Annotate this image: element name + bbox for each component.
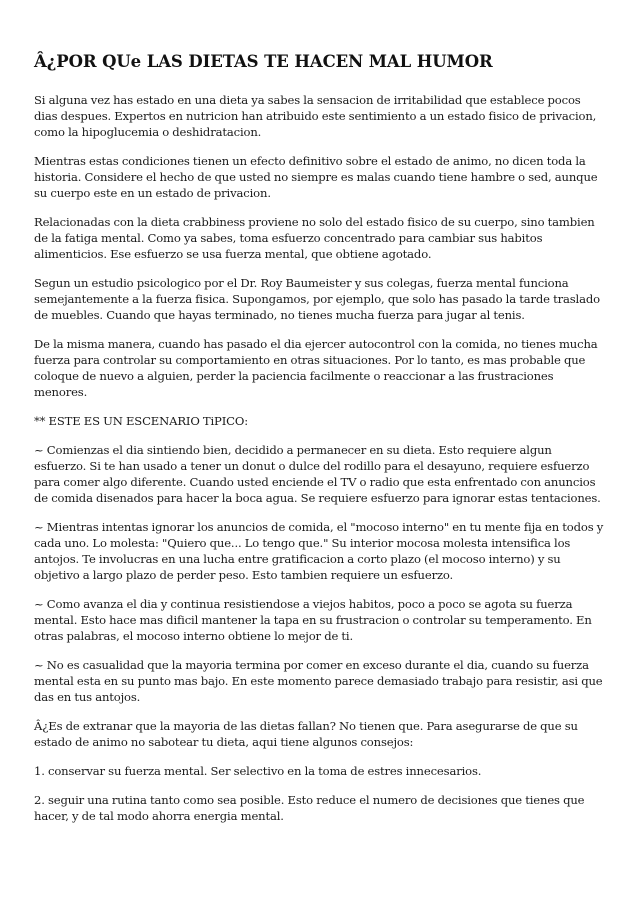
scenario-step: ~ Como avanza el dia y continua resistiendose a viejos habitos, poco a poco se agota su fuerza mental. Esto hace mas dificil mantener la tapa en su frustracion o controlar su temperamento. En otras palabras, el mocoso interno obtiene lo mejor de ti. [34, 597, 592, 643]
tip-item: 2. seguir una rutina tanto como sea posible. Esto reduce el numero de decisiones que tienes que hacer, y de tal modo ahorra energia mental. [34, 793, 585, 823]
document-page [34, 52, 606, 837]
paragraph: Relacionadas con la dieta crabbiness proviene no solo del estado fisico de su cuerpo, sino tambien de la fatiga mental. Como ya sabes, toma esfuerzo concentrado para cambiar sus habitos alimenticios. Ese esfuerzo se usa fuerza mental, que obtiene agotado. [34, 215, 595, 261]
scenario-step: ~ No es casualidad que la mayoria termina por comer en exceso durante el dia, cuando su fuerza mental esta en su punto mas bajo. En este momento parece demasiado trabajo para resistir, asi que das en tus antojos. [34, 658, 603, 704]
paragraph: De la misma manera, cuando has pasado el dia ejercer autocontrol con la comida, no tienes mucha fuerza para controlar su comportamiento en otras situaciones. Por lo tanto, es mas probable que coloque de nuevo a alguien, perder la paciencia facilmente o reaccionar a las frustraciones menores. [34, 337, 598, 399]
paragraph-intro: Si alguna vez has estado en una dieta ya sabes la sensacion de irritabilidad que establece pocos dias despues. Expertos en nutricion han atribuido este sentimiento a un estado fisico de privacion, como la hipoglucemia o deshidratacion. [34, 93, 597, 139]
scenario-step: ~ Comienzas el dia sintiendo bien, decidido a permanecer en su dieta. Esto requiere algun esfuerzo. Si te han usado a tener un donut o dulce del rodillo para el desayuno, requiere esfuerzo para comer algo diferente. Cuando usted enciende el TV o radio que esta enfrentado con anuncios de comida disenados para hacer la boca agua. Se requiere esfuerzo para ignorar estas tentaciones. [34, 443, 601, 505]
paragraph: Mientras estas condiciones tienen un efecto definitivo sobre el estado de animo, no dicen toda la historia. Considere el hecho de que usted no siempre es malas cuando tiene hambre o sed, aunque su cuerpo este en un estado de privacion. [34, 154, 598, 200]
paragraph: Â¿Es de extranar que la mayoria de las dietas fallan? No tienen que. Para asegurarse de que su estado de animo no sabotear tu dieta, aqui tiene algunos consejos: [34, 719, 578, 749]
paragraph: Segun un estudio psicologico por el Dr. Roy Baumeister y sus colegas, fuerza mental funciona semejantemente a la fuerza fisica. Supongamos, por ejemplo, que solo has pasado la tarde traslado de muebles. Cuando que hayas terminado, no tienes mucha fuerza para jugar al tenis. [34, 276, 600, 322]
scenario-step: ~ Mientras intentas ignorar los anuncios de comida, el "mocoso interno" en tu mente fija en todos y cada uno. Lo molesta: "Quiero que... Lo tengo que." Su interior mocosa molesta intensifica los antojos. Te involucras en una lucha entre gratificacion a corto plazo (el mocoso interno) y su objetivo a largo plazo de perder peso. Esto tambien requiere un esfuerzo. [34, 520, 604, 582]
scenario-heading: ** ESTE ES UN ESCENARIO TiPICO: [34, 414, 248, 428]
document-title: Â¿POR QUe LAS DIETAS TE HACEN MAL HUMOR [34, 52, 493, 71]
tip-item: 1. conservar su fuerza mental. Ser selectivo en la toma de estres innecesarios. [34, 764, 482, 778]
